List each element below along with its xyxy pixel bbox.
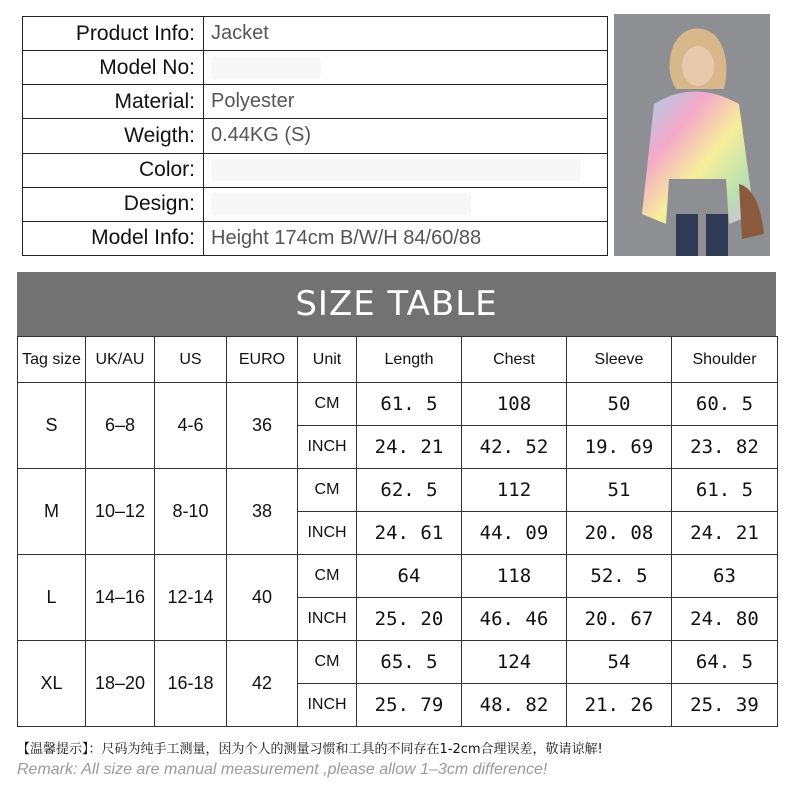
chest-cell: 108 (462, 383, 567, 426)
unit-cell: INCH (298, 426, 357, 469)
sleeve-cell: 51 (567, 469, 672, 512)
length-cell: 24. 21 (357, 426, 462, 469)
chest-cell: 46. 46 (462, 598, 567, 641)
length-cell: 25. 79 (357, 684, 462, 727)
info-row-color (23, 153, 608, 187)
unit-cell: CM (298, 555, 357, 598)
sleeve-cell: 52. 5 (567, 555, 672, 598)
shoulder-cell: 60. 5 (672, 383, 778, 426)
unit-cell: INCH (298, 598, 357, 641)
uk-au-cell: 10–12 (86, 469, 155, 555)
sleeve-cell: 54 (567, 641, 672, 684)
shoulder-cell: 24. 80 (672, 598, 778, 641)
us-cell: 8-10 (155, 469, 227, 555)
shoulder-cell: 25. 39 (672, 684, 778, 727)
sleeve-cell: 19. 69 (567, 426, 672, 469)
column-header: EURO (227, 337, 298, 383)
tag-size-cell: L (18, 555, 86, 641)
uk-au-cell: 18–20 (86, 641, 155, 727)
info-value: Polyester (204, 85, 608, 119)
sleeve-cell: 20. 08 (567, 512, 672, 555)
column-header: US (155, 337, 227, 383)
info-row-design (23, 187, 608, 221)
shoulder-cell: 61. 5 (672, 469, 778, 512)
length-cell: 24. 61 (357, 512, 462, 555)
tag-size-cell: M (18, 469, 86, 555)
info-value-redacted (204, 187, 608, 221)
unit-cell: INCH (298, 684, 357, 727)
shoulder-cell: 23. 82 (672, 426, 778, 469)
chest-cell: 48. 82 (462, 684, 567, 727)
size-table-header-row (18, 337, 778, 383)
length-cell: 25. 20 (357, 598, 462, 641)
table-row (18, 555, 778, 598)
unit-cell: CM (298, 641, 357, 684)
info-label: Model No: (23, 51, 204, 85)
column-header: Sleeve (567, 337, 672, 383)
length-cell: 64 (357, 555, 462, 598)
column-header: Unit (298, 337, 357, 383)
tag-size-cell: XL (18, 641, 86, 727)
length-cell: 61. 5 (357, 383, 462, 426)
column-header: Tag size (18, 337, 86, 383)
product-info-table (22, 16, 608, 256)
sleeve-cell: 21. 26 (567, 684, 672, 727)
shoulder-cell: 64. 5 (672, 641, 778, 684)
info-value-redacted (204, 51, 608, 85)
shoulder-cell: 24. 21 (672, 512, 778, 555)
tag-size-cell: S (18, 383, 86, 469)
euro-cell: 42 (227, 641, 298, 727)
us-cell: 12-14 (155, 555, 227, 641)
euro-cell: 36 (227, 383, 298, 469)
info-value: 0.44KG (S) (204, 119, 608, 153)
info-row-model-no (23, 51, 608, 85)
info-row-model-info (23, 221, 608, 255)
us-cell: 4-6 (155, 383, 227, 469)
remark-english: Remark: All size are manual measurement ,please allow 1–3cm difference! (17, 761, 548, 778)
column-header: Shoulder (672, 337, 778, 383)
info-value: Jacket (204, 17, 608, 51)
chest-cell: 112 (462, 469, 567, 512)
sleeve-cell: 50 (567, 383, 672, 426)
info-label: Product Info: (23, 17, 204, 51)
shoulder-cell: 63 (672, 555, 778, 598)
euro-cell: 38 (227, 469, 298, 555)
info-value-redacted (204, 153, 608, 187)
column-header: Length (357, 337, 462, 383)
unit-cell: CM (298, 383, 357, 426)
unit-cell: CM (298, 469, 357, 512)
table-row (18, 641, 778, 684)
info-row-weight (23, 119, 608, 153)
size-table (17, 336, 778, 727)
info-label: Color: (23, 153, 204, 187)
chest-cell: 42. 52 (462, 426, 567, 469)
info-row-product (23, 17, 608, 51)
us-cell: 16-18 (155, 641, 227, 727)
remark-chinese: 【温馨提示】：尺码为纯手工测量，因为个人的测量习惯和工具的不同存在1-2cm合理误差，敬请谅解! (17, 742, 603, 757)
column-header: UK/AU (86, 337, 155, 383)
info-label: Model Info: (23, 221, 204, 255)
chest-cell: 118 (462, 555, 567, 598)
euro-cell: 40 (227, 555, 298, 641)
table-row (18, 383, 778, 426)
unit-cell: INCH (298, 512, 357, 555)
size-table-title: SIZE TABLE (17, 272, 776, 336)
info-row-material (23, 85, 608, 119)
chest-cell: 44. 09 (462, 512, 567, 555)
model-photo-illustration (614, 14, 770, 256)
length-cell: 62. 5 (357, 469, 462, 512)
sleeve-cell: 20. 67 (567, 598, 672, 641)
info-label: Design: (23, 187, 204, 221)
info-value: Height 174cm B/W/H 84/60/88 (204, 221, 608, 255)
chest-cell: 124 (462, 641, 567, 684)
column-header: Chest (462, 337, 567, 383)
info-label: Weigth: (23, 119, 204, 153)
length-cell: 65. 5 (357, 641, 462, 684)
uk-au-cell: 14–16 (86, 555, 155, 641)
table-row (18, 469, 778, 512)
uk-au-cell: 6–8 (86, 383, 155, 469)
info-label: Material: (23, 85, 204, 119)
model-photo (614, 14, 770, 256)
